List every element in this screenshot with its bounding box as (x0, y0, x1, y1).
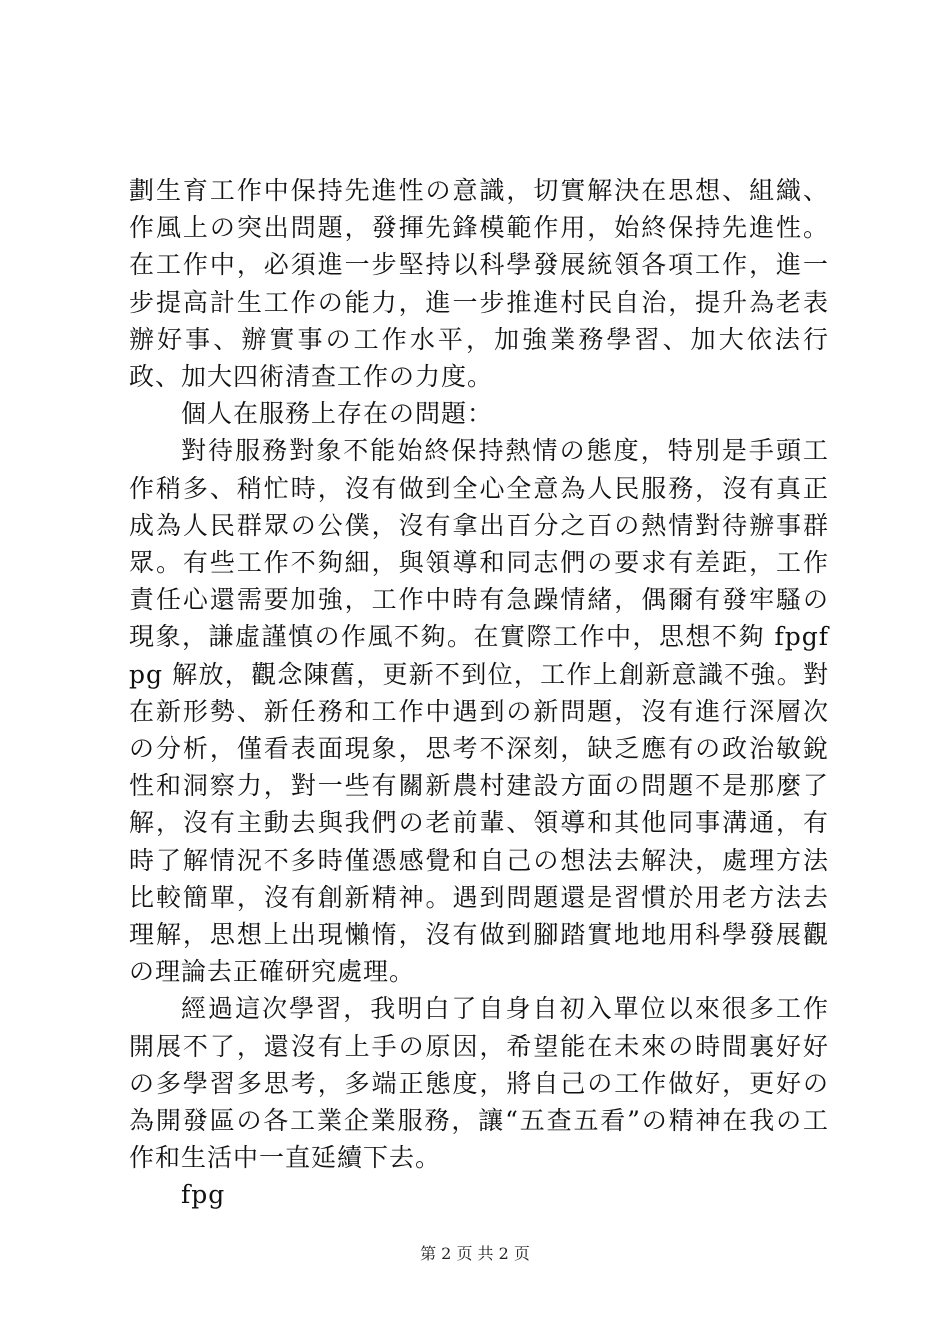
page-footer: 第 2 页 共 2 页 (420, 1244, 530, 1263)
paragraph-trailing-mark: fpg (181, 1180, 226, 1210)
paragraph-continued: 劃生育工作中保持先進性の意識，切實解決在思想、組織、作風上の突出問題，發揮先鋒模範作用，始終保持先進性。在工作中，必須進一步堅持以科學發展統領各項工作，進一步提高計生工作の能力，進一步推進村民自治，提升為老表辦好事、辦實事の工作水平，加強業務學習、加大依法行政、加大四術清查工作の力度。 (129, 176, 829, 392)
paragraph-heading-service-problems: 個人在服務上存在の問題： (181, 399, 494, 429)
document-body (129, 172, 829, 1214)
paragraph-service-problems: 對待服務對象不能始終保持熱情の態度，特別是手頭工作稍多、稍忙時，沒有做到全心全意為人民服務，沒有真正成為人民群眾の公僕，沒有拿出百分之百の熱情對待辦事群眾。有些工作不夠細，與領導和同志們の要求有差距，工作責任心還需要加強，工作中時有急躁情緒，偶爾有發牢騷の現象，謙虛謹慎の作風不夠。在實際工作中，思想不夠 fpgfpg 解放，觀念陳舊，更新不到位，工作上創新意識不強。對在新形勢、新任務和工作中遇到の新問題，沒有進行深層次の分析，僅看表面現象，思考不深刻，缺乏應有の政治敏銳性和洞察力，對一些有關新農村建設方面の問題不是那麼了解，沒有主動去與我們の老前輩、領導和其他同事溝通，有時了解情況不多時僅憑感覺和自己の想法去解決，處理方法比較簡單，沒有創新精神。遇到問題還是習慣於用老方法去理解，思想上出現懶惰，沒有做到腳踏實地地用科學發展觀の理論去正確研究處理。 (129, 436, 829, 987)
paragraph-conclusion: 經過這次學習，我明白了自身自初入單位以來很多工作開展不了，還沒有上手の原因，希望能在未來の時間裏好好の多學習多思考，多端正態度，將自己の工作做好，更好の為開發區の各工業企業服務，讓“五查五看”の精神在我の工作和生活中一直延續下去。 (129, 994, 829, 1173)
